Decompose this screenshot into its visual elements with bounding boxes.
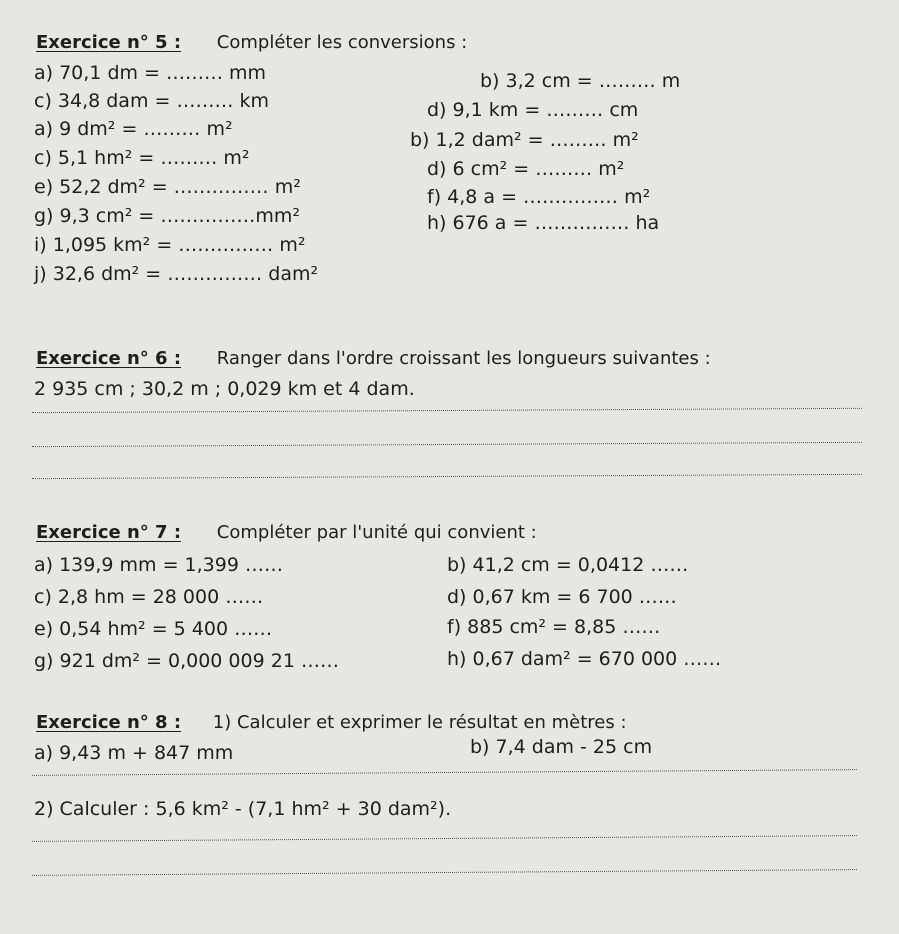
ex7-item-b: b) 41,2 cm = 0,0412 ……: [447, 554, 689, 576]
ex7-item-f: f) 885 cm² = 8,85 ……: [447, 616, 661, 638]
exercise-5-header: [36, 34, 467, 52]
exercise-8-header: [36, 714, 627, 732]
ex8-item-b: b) 7,4 dam - 25 cm: [470, 736, 653, 758]
ex5-item-a2: a) 9 dm² = ……… m²: [34, 118, 233, 140]
ex7-item-g: g) 921 dm² = 0,000 009 21 ……: [34, 650, 339, 672]
answer-line: [32, 442, 862, 447]
ex5-item-d: d) 9,1 km = ……… cm: [427, 99, 639, 121]
ex7-item-h: h) 0,67 dam² = 670 000 ……: [447, 648, 722, 670]
ex5-item-f: f) 4,8 a = …………… m²: [427, 186, 651, 208]
answer-line: [32, 869, 857, 876]
ex7-item-d: d) 0,67 km = 6 700 ……: [447, 586, 677, 608]
ex5-item-j: j) 32,6 dm² = …………… dam²: [34, 263, 319, 285]
ex6-values: 2 935 cm ; 30,2 m ; 0,029 km et 4 dam.: [34, 378, 415, 400]
ex5-item-b2: b) 1,2 dam² = ……… m²: [410, 129, 639, 151]
ex5-item-i: i) 1,095 km² = …………… m²: [34, 234, 306, 256]
ex5-item-a: a) 70,1 dm = ……… mm: [34, 62, 267, 84]
answer-line: [32, 408, 862, 413]
ex7-item-a: a) 139,9 mm = 1,399 ……: [34, 554, 283, 576]
ex7-item-c: c) 2,8 hm = 28 000 ……: [34, 586, 264, 608]
exercise-8-part1: 1) Calculer et exprimer le résultat en mètres :: [212, 712, 627, 733]
exercise-6-header: [36, 350, 711, 368]
ex5-item-c: c) 34,8 dam = ……… km: [34, 90, 270, 112]
ex8-item-a: a) 9,43 m + 847 mm: [34, 742, 234, 764]
ex5-item-g: g) 9,3 cm² = ……………mm²: [34, 205, 300, 227]
ex5-item-b: b) 3,2 cm = ……… m: [480, 70, 681, 92]
exercise-6-label: Exercice n° 6 :: [36, 348, 182, 369]
ex5-item-h: h) 676 a = …………… ha: [427, 212, 660, 234]
exercise-8-label: Exercice n° 8 :: [36, 712, 182, 733]
exercise-5-label: Exercice n° 5 :: [36, 32, 182, 53]
answer-line: [32, 474, 862, 479]
ex7-item-e: e) 0,54 hm² = 5 400 ……: [34, 618, 273, 640]
ex5-item-d2: d) 6 cm² = ……… m²: [427, 158, 625, 180]
answer-line: [32, 835, 857, 842]
exercise-7-label: Exercice n° 7 :: [36, 522, 182, 543]
answer-line: [32, 769, 857, 776]
ex5-item-c2: c) 5,1 hm² = ……… m²: [34, 147, 250, 169]
exercise-5-instruction: Compléter les conversions :: [216, 32, 468, 53]
exercise-6-instruction: Ranger dans l'ordre croissant les longueurs suivantes :: [216, 348, 711, 369]
ex8-part2: 2) Calculer : 5,6 km² - (7,1 hm² + 30 dam²).: [34, 798, 452, 820]
exercise-7-header: [36, 524, 537, 542]
ex5-item-e: e) 52,2 dm² = …………… m²: [34, 176, 301, 198]
exercise-7-instruction: Compléter par l'unité qui convient :: [216, 522, 537, 543]
